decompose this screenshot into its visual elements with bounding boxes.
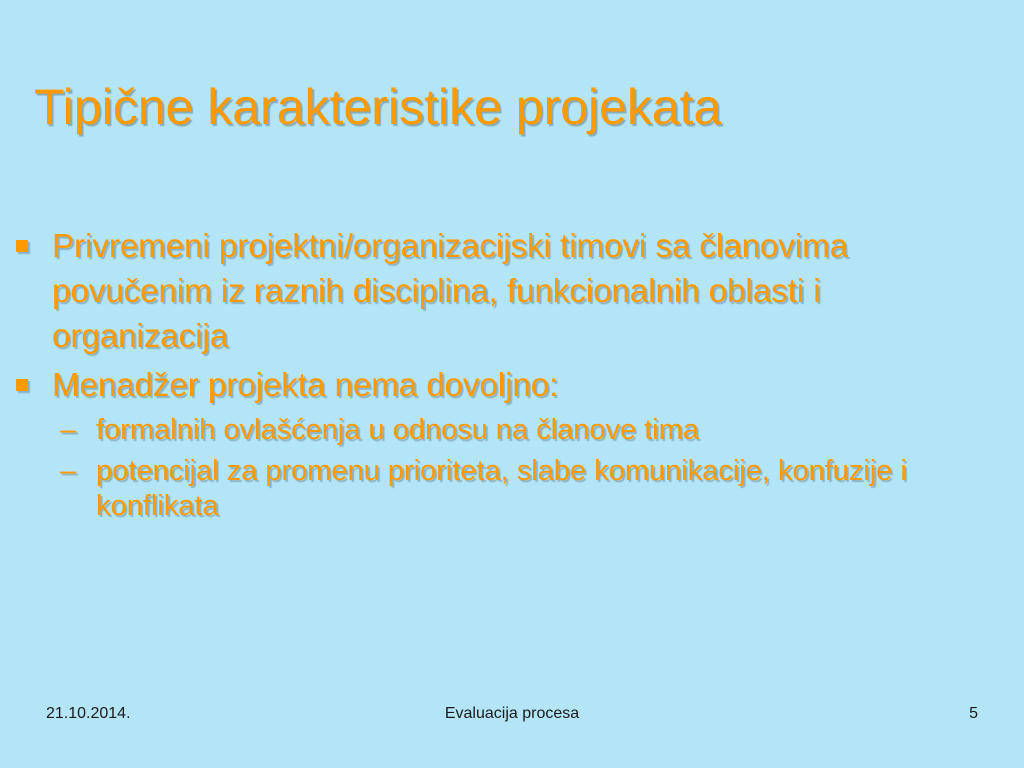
- sub-bullet-text: formalnih ovlašćenja u odnosu na članove tima: [96, 414, 699, 446]
- footer-title: Evaluacija procesa: [444, 705, 580, 722]
- bullet-item: [14, 223, 914, 358]
- bullet-item: [14, 362, 914, 407]
- sub-bullet-item: [14, 413, 914, 448]
- square-bullet-icon: [16, 379, 28, 391]
- slide-content: [14, 223, 914, 528]
- bullet-text: Privremeni projektni/organizacijski timovi sa članovima povučenim iz raznih disciplina, funkcionalnih oblasti i organizacija: [52, 227, 848, 354]
- slide-title: Tipične karakteristike projekata: [34, 79, 722, 135]
- sub-bullet-item: [14, 454, 914, 524]
- footer-date: 21.10.2014.: [46, 705, 131, 722]
- dash-bullet-icon: –: [60, 414, 77, 446]
- page-number: 5: [969, 705, 978, 722]
- dash-bullet-icon: –: [60, 455, 77, 487]
- square-bullet-icon: [16, 240, 28, 252]
- sub-bullet-text: potencijal za promenu prioriteta, slabe komunikacije, konfuzije i konflikata: [96, 455, 907, 522]
- bullet-text: Menadžer projekta nema dovoljno:: [52, 366, 559, 403]
